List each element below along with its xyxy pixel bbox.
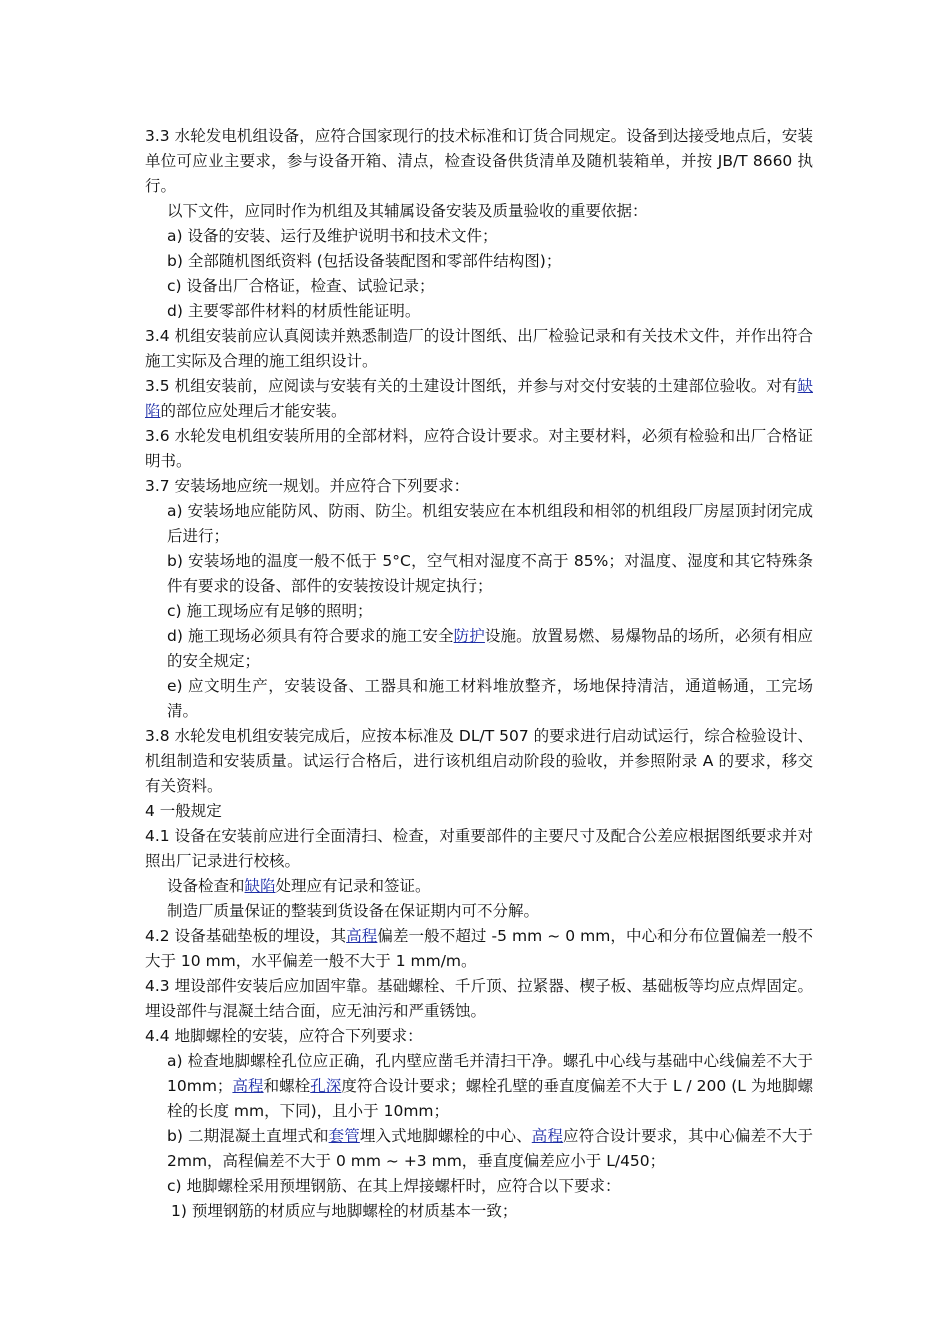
- paragraph: [145, 274, 813, 299]
- paragraph: [145, 874, 813, 899]
- paragraph-text: 4.3 埋设部件安装后应加固牢靠。基础螺栓、千斤顶、拉紧器、楔子板、基础板等均应点焊固定。埋设部件与混凝土结合面，应无油污和严重锈蚀。: [145, 977, 813, 1020]
- inline-link[interactable]: 孔深: [310, 1077, 342, 1095]
- paragraph-text: 3.4 机组安装前应认真阅读并熟悉制造厂的设计图纸、出厂检验记录和有关技术文件，并作出符合施工实际及合理的施工组织设计。: [145, 327, 813, 370]
- paragraph-text: a) 安装场地应能防风、防雨、防尘。机组安装应在本机组段和相邻的机组段厂房屋顶封闭完成后进行；: [167, 502, 813, 545]
- paragraph-text: d) 施工现场必须具有符合要求的施工安全: [167, 627, 454, 645]
- paragraph: [145, 374, 813, 424]
- paragraph-text: b) 二期混凝土直埋式和: [167, 1127, 329, 1145]
- paragraph-text: c) 施工现场应有足够的照明；: [167, 602, 373, 620]
- paragraph-text: 4.1 设备在安装前应进行全面清扫、检查，对重要部件的主要尺寸及配合公差应根据图纸要求并对照出厂记录进行校核。: [145, 827, 813, 870]
- paragraph-text: c) 设备出厂合格证，检查、试验记录；: [167, 277, 435, 295]
- paragraph: [145, 324, 813, 374]
- paragraph-text: 4.4 地脚螺栓的安装，应符合下列要求：: [145, 1027, 423, 1045]
- inline-link[interactable]: 高程: [531, 1127, 564, 1145]
- paragraph-text: 度符合设计要求；螺栓孔壁的垂直度偏差不大于 L / 200 (L 为地脚螺栓的长度 mm，下同)，且小于 10mm；: [167, 1077, 813, 1120]
- inline-link[interactable]: 缺陷: [145, 377, 813, 420]
- paragraph-text: 设施。放置易燃、易爆物品的场所，必须有相应的安全规定；: [167, 627, 813, 670]
- paragraph: [145, 799, 813, 824]
- paragraph-text: 3.5 机组安装前，应阅读与安装有关的土建设计图纸，并参与对交付安装的土建部位验收。对有: [145, 377, 798, 395]
- paragraph-text: 处理应有记录和签证。: [275, 877, 431, 895]
- paragraph-text: 的部位应处理后才能安装。: [160, 402, 347, 420]
- paragraph: [145, 1199, 813, 1224]
- paragraph-text: b) 安装场地的温度一般不低于 5°C，空气相对湿度不高于 85%；对温度、湿度和其它特殊条件有要求的设备、部件的安装按设计规定执行；: [167, 552, 813, 595]
- paragraph-text: a) 设备的安装、运行及维护说明书和技术文件；: [167, 227, 498, 245]
- paragraph-text: 偏差一般不超过 -5 mm ~ 0 mm，中心和分布位置偏差一般不大于 10 mm，水平偏差一般不大于 1 mm/m。: [145, 927, 813, 970]
- paragraph-text: 设备检查和: [167, 877, 245, 895]
- paragraph: [145, 474, 813, 499]
- paragraph-text: 和螺栓: [263, 1077, 311, 1095]
- paragraph-text: 4.2 设备基础垫板的埋设，其: [145, 927, 347, 945]
- paragraph-text: e) 应文明生产，安装设备、工器具和施工材料堆放整齐，场地保持清洁，通道畅通，工完场清。: [167, 677, 813, 720]
- paragraph: [145, 424, 813, 474]
- inline-link[interactable]: 缺陷: [244, 877, 276, 895]
- paragraph: [145, 224, 813, 249]
- document-body: [145, 124, 813, 1224]
- inline-link[interactable]: 高程: [232, 1077, 264, 1095]
- paragraph: [145, 824, 813, 874]
- paragraph-text: b) 全部随机图纸资料 (包括设备装配图和零部件结构图)；: [167, 252, 562, 270]
- paragraph: [145, 249, 813, 274]
- paragraph: [145, 674, 813, 724]
- paragraph: [145, 724, 813, 799]
- paragraph-text: a) 检查地脚螺栓孔位应正确，孔内壁应凿毛并清扫干净。螺孔中心线与基础中心线偏差不大于 10mm；: [167, 1052, 813, 1095]
- paragraph: [145, 899, 813, 924]
- paragraph: [145, 1049, 813, 1124]
- paragraph: [145, 924, 813, 974]
- paragraph: [145, 499, 813, 549]
- paragraph: [145, 1124, 813, 1174]
- paragraph-text: d) 主要零部件材料的材质性能证明。: [167, 302, 421, 320]
- inline-link[interactable]: 高程: [346, 927, 378, 945]
- paragraph: [145, 299, 813, 324]
- paragraph-text: 制造厂质量保证的整装到货设备在保证期内可不分解。: [167, 902, 540, 920]
- paragraph-text: c) 地脚螺栓采用预埋钢筋、在其上焊接螺杆时，应符合以下要求：: [167, 1177, 621, 1195]
- paragraph-text: 3.7 安装场地应统一规划。并应符合下列要求：: [145, 477, 470, 495]
- paragraph: [145, 624, 813, 674]
- inline-link[interactable]: 套管: [328, 1127, 360, 1145]
- paragraph-text: 以下文件，应同时作为机组及其辅属设备安装及质量验收的重要依据：: [167, 202, 648, 220]
- paragraph: [145, 599, 813, 624]
- paragraph: [145, 974, 813, 1024]
- paragraph-text: 3.6 水轮发电机组安装所用的全部材料，应符合设计要求。对主要材料，必须有检验和出厂合格证明书。: [145, 427, 813, 470]
- paragraph-text: 应符合设计要求，其中心偏差不大于 2mm，高程偏差不大于 0 mm ~ +3 mm，垂直度偏差应小于 L/450；: [167, 1127, 813, 1170]
- paragraph-text: 埋入式地脚螺栓的中心、: [359, 1127, 532, 1145]
- paragraph-text: 3.8 水轮发电机组安装完成后，应按本标准及 DL/T 507 的要求进行启动试运行，综合检验设计、机组制造和安装质量。试运行合格后，进行该机组启动阶段的验收，并参照附录 A 的要求，移交有关资料。: [145, 727, 813, 795]
- paragraph: [145, 549, 813, 599]
- paragraph-text: 1) 预埋钢筋的材质应与地脚螺栓的材质基本一致；: [171, 1202, 518, 1220]
- inline-link[interactable]: 防护: [453, 627, 485, 645]
- paragraph-text: 4 一般规定: [145, 802, 222, 820]
- paragraph: [145, 124, 813, 199]
- paragraph: [145, 1174, 813, 1199]
- paragraph: [145, 1024, 813, 1049]
- paragraph: [145, 199, 813, 224]
- paragraph-text: 3.3 水轮发电机组设备，应符合国家现行的技术标准和订货合同规定。设备到达接受地点后，安装单位可应业主要求，参与设备开箱、清点，检查设备供货清单及随机装箱单，并按 JB/T 8660 执行。: [145, 127, 813, 195]
